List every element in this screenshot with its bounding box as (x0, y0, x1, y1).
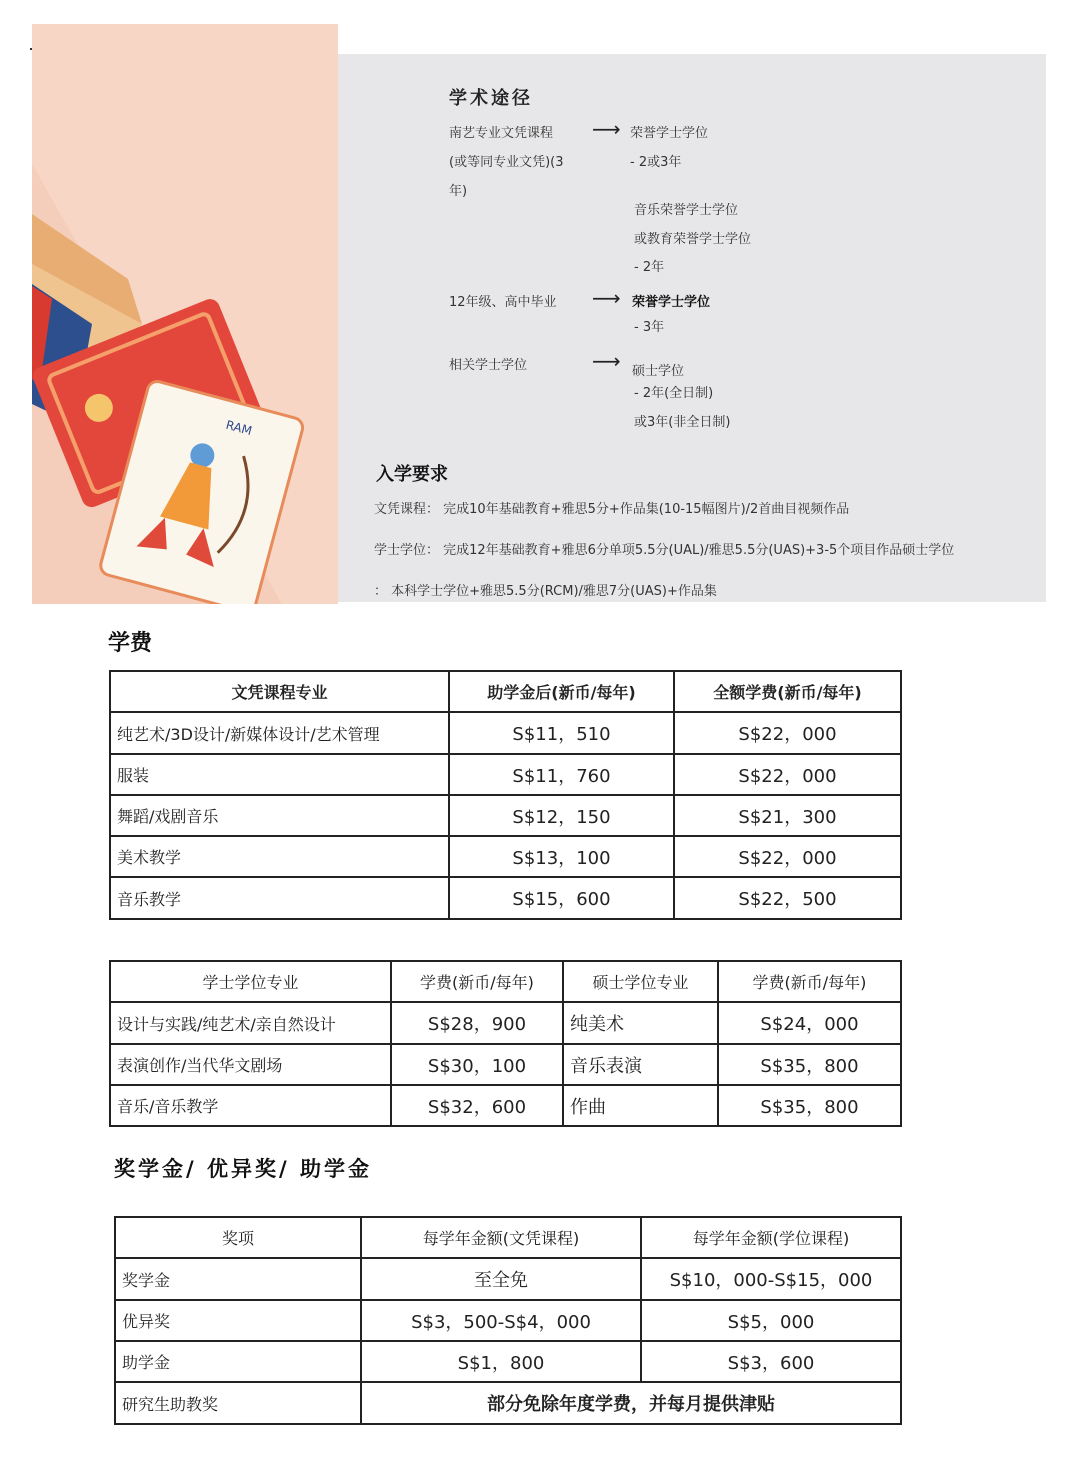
program-cell: 音乐教学 (110, 877, 449, 919)
column-header: 学费(新币/每年) (391, 961, 563, 1002)
path-highschool-degree: 荣誉学士学位 (632, 295, 711, 310)
column-header: 学士学位专业 (110, 961, 391, 1002)
amount-cell: S$1，800 (361, 1341, 641, 1382)
table-row (115, 1258, 901, 1300)
fee-cell: S$32，600 (391, 1085, 563, 1126)
award-cell: 助学金 (115, 1341, 361, 1382)
amount-cell: S$3，600 (641, 1341, 901, 1382)
path-music-duration: - 2年 (634, 260, 665, 275)
path-diploma-line2: (或等同专业文凭)(3 (449, 155, 564, 170)
playing-cards-photo (32, 24, 338, 604)
fee-cell: S$22，000 (674, 712, 901, 754)
column-header: 每学年金额(学位课程) (641, 1217, 901, 1258)
path-diploma-line1: 南艺专业文凭课程 (449, 126, 554, 141)
academic-path-title: 学术途径 (449, 88, 533, 109)
path-honours-degree: 荣誉学士学位 (630, 126, 709, 141)
fee-cell: S$30，100 (391, 1044, 563, 1085)
table-header-row (115, 1217, 901, 1258)
program-cell: 纯美术 (563, 1002, 718, 1044)
table-row (110, 836, 901, 877)
table-header-row (110, 671, 901, 712)
path-diploma-line3: 年) (449, 184, 468, 199)
path-music-degree: 音乐荣誉学士学位 (634, 203, 739, 218)
amount-cell: S$10，000-S$15，000 (641, 1258, 901, 1300)
award-cell: 优异奖 (115, 1300, 361, 1341)
path-honours-duration: - 2或3年 (630, 155, 682, 170)
table-row (110, 754, 901, 795)
fee-cell: S$28，900 (391, 1002, 563, 1044)
fee-cell: S$11，510 (449, 712, 674, 754)
table-row (110, 712, 901, 754)
amount-cell: S$5，000 (641, 1300, 901, 1341)
admission-bachelor: 学士学位： 完成12年基础教育+雅思6分单项5.5分(UAL)/雅思5.5分(UAS)+3-5个项目作品硕士学位 (374, 543, 955, 558)
table-header-row (110, 961, 901, 1002)
program-cell: 音乐表演 (563, 1044, 718, 1085)
arrow-icon: ⟶ (592, 286, 621, 310)
fee-cell: S$35，800 (718, 1085, 901, 1126)
program-cell: 作曲 (563, 1085, 718, 1126)
admission-title: 入学要求 (376, 464, 448, 485)
fee-cell: S$22，000 (674, 836, 901, 877)
path-master-parttime: 或3年(非全日制) (634, 415, 731, 430)
fee-cell: S$24，000 (718, 1002, 901, 1044)
diploma-tuition-table (109, 670, 902, 920)
amount-cell: 至全免 (361, 1258, 641, 1300)
table-row (110, 1044, 901, 1085)
award-cell: 奖学金 (115, 1258, 361, 1300)
fee-cell: S$22，000 (674, 754, 901, 795)
table-row (115, 1300, 901, 1341)
award-cell: 研究生助教奖 (115, 1382, 361, 1424)
fee-cell: S$15，600 (449, 877, 674, 919)
fee-cell: S$21，300 (674, 795, 901, 836)
arrow-icon: ⟶ (592, 349, 621, 373)
path-highschool: 12年级、高中毕业 (449, 295, 557, 310)
column-header: 全额学费(新币/每年) (674, 671, 901, 712)
tuition-title: 学费 (108, 631, 153, 656)
fee-cell: S$13，100 (449, 836, 674, 877)
table-row (110, 877, 901, 919)
column-header: 助学金后(新币/每年) (449, 671, 674, 712)
scholarship-table (114, 1216, 902, 1425)
column-header: 每学年金额(文凭课程) (361, 1217, 641, 1258)
admission-diploma: 文凭课程： 完成10年基础教育+雅思5分+作品集(10-15幅图片)/2首曲目视频作品 (374, 502, 850, 517)
program-cell: 舞蹈/戏剧音乐 (110, 795, 449, 836)
path-master-degree: 硕士学位 (632, 364, 685, 379)
table-row (115, 1382, 901, 1424)
table-row (110, 795, 901, 836)
program-cell: 设计与实践/纯艺术/亲自然设计 (110, 1002, 391, 1044)
amount-cell: S$3，500-S$4，000 (361, 1300, 641, 1341)
path-bachelor: 相关学士学位 (449, 358, 528, 373)
amount-cell: 部分免除年度学费，并每月提供津贴 (361, 1382, 901, 1424)
path-master-fulltime: - 2年(全日制) (634, 386, 714, 401)
fee-cell: S$35，800 (718, 1044, 901, 1085)
svg-text:RAM: RAM (224, 417, 254, 439)
column-header: 硕士学位专业 (563, 961, 718, 1002)
column-header: 文凭课程专业 (110, 671, 449, 712)
path-education-degree: 或教育荣誉学士学位 (634, 232, 752, 247)
path-highschool-duration: - 3年 (634, 320, 665, 335)
program-cell: 服装 (110, 754, 449, 795)
table-row (115, 1341, 901, 1382)
program-cell: 纯艺术/3D设计/新媒体设计/艺术管理 (110, 712, 449, 754)
program-cell: 音乐/音乐教学 (110, 1085, 391, 1126)
admission-master: ： 本科学士学位+雅思5.5分(RCM)/雅思7分(UAS)+作品集 (374, 584, 717, 599)
column-header: 奖项 (115, 1217, 361, 1258)
scholarship-title: 奖学金/ 优异奖/ 助学金 (114, 1157, 372, 1181)
arrow-icon: ⟶ (592, 117, 621, 141)
table-row (110, 1002, 901, 1044)
degree-tuition-table (109, 960, 902, 1127)
column-header: 学费(新币/每年) (718, 961, 901, 1002)
fee-cell: S$22，500 (674, 877, 901, 919)
fee-cell: S$11，760 (449, 754, 674, 795)
program-cell: 美术教学 (110, 836, 449, 877)
fee-cell: S$12，150 (449, 795, 674, 836)
table-row (110, 1085, 901, 1126)
program-cell: 表演创作/当代华文剧场 (110, 1044, 391, 1085)
